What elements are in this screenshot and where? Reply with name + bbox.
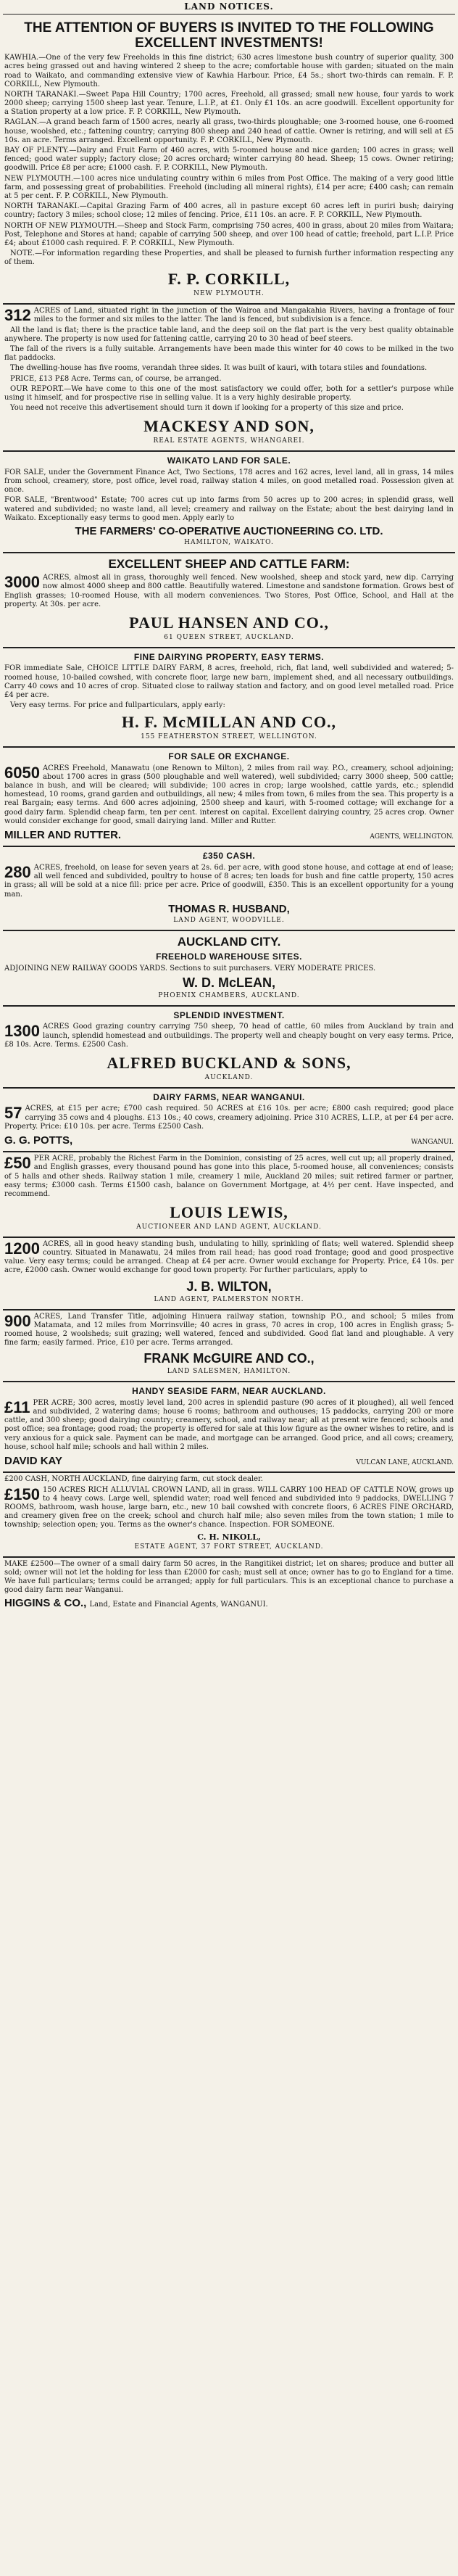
ad-mcguire: [3, 1310, 455, 1383]
corkill-listing: BAY OF PLENTY.—Dairy and Fruit Farm of 460 acres, with 5-roomed house and nice garden; 100 acres in grass; well fenced; good water supply; factory close; 20 acres orchard; winter carrying 80 head. Sheep; 15 cows. Owner retiring; goodwill. Price £8 per acre; £1000 cash. F. P. CORKILL, New Plymouth.: [4, 146, 454, 173]
page-masthead: LAND NOTICES.: [3, 1, 455, 15]
buckland-acreage: 1300: [4, 1022, 40, 1041]
husband-acreage: 280: [4, 862, 31, 881]
ad-buckland: [3, 1007, 455, 1089]
mackesy-paragraph: The dwelling-house has five rooms, verandah three sides. It was built of kauri, with totara stiles and foundations.: [10, 364, 428, 373]
hansen-address: 61 QUEEN STREET, AUCKLAND.: [164, 633, 294, 641]
mackesy-price: PRICE, £13 P£8 Acre. Terms can, of course, be arranged.: [10, 374, 222, 383]
husband-agent-name: THOMAS R. HUSBAND,: [168, 902, 290, 915]
corkill-heading: THE ATTENTION OF BUYERS IS INVITED TO THE FOLLOWING EXCELLENT INVESTMENTS!: [24, 20, 434, 51]
lewis-paragraph: PER ACRE, probably the Richest Farm in the Dominion, consisting of 25 acres, well cut up; all properly drained, and English grasses, every thousand pound has gone into this place, 5-roomed house, all conveniences; consists of 5 halls and other sheds. Railway station 1 mile, creamery 1 mile, Auckland 20 miles; suit retired farmer or partner, easy terms; £3000 cash. Terms £1500 cash, balance on Government Mortgage, at 4½ per cent. Have inspected, and recommend.: [4, 1155, 454, 1198]
ad-higgins: [3, 1558, 455, 1614]
husband-paragraph: ACRES, freehold, on lease for seven years at 2s. 6d. per acre, with good stone house, and cottage at end of lease; all well fenced and subdivided, poultry to house of 8 acres; ten loads for bush and fine cattle property, 150 acres in grass; all will be sold at a nice fill: price per acre. Price of goodwill, £350. This is an excellent opportunity for a young man.: [4, 863, 454, 899]
mackesy-agent-name: MACKESY AND SON,: [143, 417, 315, 436]
higgins-signature: [4, 1597, 454, 1610]
mclean-paragraph: ADJOINING NEW RAILWAY GOODS YARDS. Sections to suit purchasers. VERY MODERATE PRICES.: [4, 964, 376, 973]
hansen-heading: EXCELLENT SHEEP AND CATTLE FARM:: [108, 557, 350, 571]
potts-heading: DAIRY FARMS, NEAR WANGANUI.: [153, 1091, 305, 1102]
potts-address: WANGANUI.: [411, 1138, 454, 1146]
farmers-agent-name: THE FARMERS' CO-OPERATIVE AUCTIONEERING CO. LTD.: [75, 524, 383, 537]
mcmillan-address: 155 FEATHERSTON STREET, WELLINGTON.: [141, 733, 317, 741]
miller-agent-name: MILLER AND RUTTER.: [4, 829, 122, 842]
miller-heading: FOR SALE OR EXCHANGE.: [168, 751, 290, 762]
mclean-address: PHOENIX CHAMBERS, AUCKLAND.: [158, 991, 300, 999]
ad-lewis: [3, 1152, 455, 1238]
potts-agent-name: G. G. POTTS,: [4, 1134, 73, 1147]
ad-mackesy: [3, 305, 455, 452]
potts-acreage: 57: [4, 1104, 22, 1123]
ad-mclean: [3, 931, 455, 1007]
corkill-listing: NORTH OF NEW PLYMOUTH.—Sheep and Stock Farm, comprising 750 acres, 400 in grass, about 20 miles from Waitara; Post, Telephone and Stores at hand; capable of carrying 500 sheep, and over 100 head of cattle; freehold, part L.I.P. Price £4; about £1000 cash required. F. P. CORKILL, New Plymouth.: [4, 221, 454, 247]
buckland-heading: SPLENDID INVESTMENT.: [173, 1010, 285, 1020]
miller-paragraph: ACRES Freehold, Manawatu (one Renown to Milton), 2 miles from rail way. P.O., creamery, school adjoining; about 1700 acres in grass (500 ploughable and well watered), well subdivided; carry 3000 sheep, 500 cattle; balance in bush, and will be cleared; will subdivide; 100 acres in crop; large woolshed, cattle yards, etc.; splendid homestead, 10 rooms, grand garden and outbuildings, all new; 4 miles from town, 6 miles from the sea. This property is a real Bargain; easy terms. And 600 acres adjoining, 2500 sheep and kauri, with 5-roomed cottage; will exchange for a good dairy farm. Splendid cheap farm, ten per cent. interest on capital. Excellent dairying country, 25 acres crop. Owner would consider exchange for good, small dairying land. Miller and Rutter.: [4, 764, 454, 825]
corkill-listing: RAGLAN.—A grand beach farm of 1500 acres, nearly all grass, two-thirds ploughable; one 3-roomed house, one 6-roomed house, woolshed, etc.; fattening country; carrying 800 sheep and 240 head of cattle. Owner is retiring, and will sell at £5 10s. an acre. Terms arranged. Excellent opportunity. F. P. CORKILL, New Plymouth.: [4, 118, 454, 144]
mcmillan-paragraph: FOR immediate Sale, CHOICE LITTLE DAIRY FARM, 8 acres, freehold, rich, flat land, well subdivided and watered; 5-roomed house, 10-bailed cowshed, with concrete floor, large new barn, implement shed, and all necessary outbuildings. Carry 40 cows and 10 acres of crop. Situated close to railway station and factory, and on good level metalled road. Price £4 per acre.: [4, 664, 454, 699]
farmers-listing: FOR SALE, "Brentwood" Estate; 700 acres cut up into farms from 50 acres up to 200 acres; in splendid grass, well watered and subdivided; no waste land, all level; creamery and railway on the Estate; about the best dairying land in Waikato. Exceptionally easy terms to good men. Apply early to: [4, 496, 454, 522]
buckland-address: AUCKLAND.: [204, 1073, 254, 1081]
mcguire-agent-name: FRANK McGUIRE AND CO.,: [143, 1351, 315, 1366]
farmers-address: HAMILTON, WAIKATO.: [184, 539, 274, 547]
wilton-paragraph: ACRES, all in good heavy standing bush, undulating to hilly, sprinkling of flats; well watered. Splendid sheep country. Situated in Manawatu, 24 miles from rail head; has good road frontage; good and good prospective value. Very easy terms; could be arranged. Cheap at £4 per acre. Owner would exchange for Property. Price, £4 10s. per acre, £2000 cash. Owner would exchange for good town property. For further particulars, apply to: [4, 1239, 454, 1275]
ad-hansen: [3, 553, 455, 648]
wilton-acreage: 1200: [4, 1239, 40, 1258]
kay-price: £11: [4, 1398, 30, 1416]
mcguire-address: LAND SALESMEN, HAMILTON.: [167, 1368, 291, 1376]
kay-signature: [4, 1455, 454, 1468]
hansen-paragraph: ACRES, almost all in grass, thoroughly well fenced. New woolshed, sheep and stock yard, new dip. Carrying now almost 4000 sheep and 800 cattle. Beautifully watered. Limestone and sandstone formation. Grows best of English grasses; 10-roomed House, with all modern conveniences. Two Stores, Post Office, School, and Hall at the property. At 30s. per acre.: [4, 574, 454, 608]
corkill-note: NOTE.—For information regarding these Properties, and shall be pleased to furnish further information respecting any of them.: [4, 249, 454, 267]
corkill-listing: KAWHIA.—One of the very few Freeholds in this fine district; 630 acres limestone bush country of superior quality, 300 acres being grassed out and having wintered 2 sheep to the acre; comfortable house with garden; situated on the main road to Waikato, and commanding extensive view of Kawhia Harbour. Price, £4 5s.; short two-thirds can remain. F. P. CORKILL, New Plymouth.: [4, 54, 454, 88]
farmers-heading: WAIKATO LAND FOR SALE.: [167, 455, 291, 466]
kay-heading: HANDY SEASIDE FARM, NEAR AUCKLAND.: [132, 1386, 326, 1397]
ad-nikoll: [3, 1473, 455, 1558]
corkill-address: NEW PLYMOUTH.: [193, 290, 265, 298]
ad-potts: [3, 1089, 455, 1152]
ad-corkill: [3, 17, 455, 305]
ad-wilton: [3, 1238, 455, 1310]
nikoll-agent-name: C. H. NIKOLL,: [197, 1532, 261, 1543]
mackesy-address: REAL ESTATE AGENTS, WHANGAREI.: [153, 437, 305, 445]
mackesy-paragraph: ACRES of Land, situated right in the junction of the Wairoa and Mangakahia Rivers, having a frontage of four miles to the former and six miles to the latter. The land is fenced, but subdivision is a fence.: [33, 307, 454, 324]
mcguire-acreage: 900: [4, 1311, 31, 1330]
wilton-agent-name: J. B. WILTON,: [186, 1279, 272, 1294]
husband-address: LAND AGENT, WOODVILLE.: [173, 916, 285, 924]
kay-paragraph: PER ACRE; 300 acres, mostly level land, 200 acres in splendid pasture (90 acres of it ploughed), all well fenced and subdivided, 2 watering dams; house 6 rooms; bathroom and outhouses; 15 paddocks, carrying 200 or more cattle, and 300 sheep; good dairying country; creamery, school, and railway near; all at present wire fenced; schools and post office; sea frontage; good road; the property is offered for sale at this low figure as the owner wishes to retire, and is very anxious for a quick sale. Payment can be made, and mortgage can be arranged. Good price, and all cows; creamery, house, school half mile; schools and hall within 2 miles.: [4, 1398, 454, 1451]
nikoll-address: ESTATE AGENT, 37 FORT STREET, AUCKLAND.: [134, 1543, 324, 1551]
lewis-agent-name: LOUIS LEWIS,: [170, 1203, 288, 1222]
potts-paragraph: ACRES, at £15 per acre; £700 cash required. 50 ACRES at £16 10s. per acre; £800 cash required; good place carrying 35 cows and 4 ploughs. £13 10s.; 40 cows, creamery adjoining. Price 310 ACRES, L.I.P., at per £4 per acre. Property. Price: £10 10s. per acre. Terms £2500 Cash.: [4, 1105, 454, 1131]
ad-miller-rutter: [3, 748, 455, 847]
corkill-listing: NORTH TARANAKI.—Capital Grazing Farm of 400 acres, all in pasture except 60 acres left in puriri bush; dairying country; factory 3 miles; school close; 12 miles of fencing. Price, £11 10s. an acre. F. P. CORKILL, New Plymouth.: [4, 202, 454, 220]
corkill-agent-name: F. P. CORKILL,: [167, 270, 291, 289]
ad-kay: [3, 1382, 455, 1473]
lewis-price: £50: [4, 1154, 31, 1173]
hansen-agent-name: PAUL HANSEN AND CO.,: [129, 613, 329, 632]
nikoll-price: £150: [4, 1485, 40, 1503]
buckland-agent-name: ALFRED BUCKLAND & SONS,: [107, 1053, 351, 1072]
higgins-paragraph: MAKE £2500—The owner of a small dairy farm 50 acres, in the Rangitikei district; let on shares; produce and butter all sold; owner will not let the holding for less than £2000 for cash; must sell at once; owner has to go to England for a time. We have full particulars; terms could be arranged; apply for full particulars. This is an exceptional chance to purchase a good dairy farm near Wanganui.: [4, 1559, 454, 1595]
miller-signature: [4, 829, 454, 842]
miller-address: AGENTS, WELLINGTON.: [370, 833, 454, 841]
higgins-agent-name: HIGGINS & CO.,: [4, 1596, 87, 1609]
nikoll-paragraph: 150 ACRES RICH ALLUVIAL CROWN LAND, all in grass. WILL CARRY 100 HEAD OF CATTLE NOW, grows up to 4 heavy cows. Large well, splendid water; road well fenced and subdivided into 9 paddocks, DWELLING 7 ROOMS, bathroom, wash house, large barn, etc., new 10 bail cowshed with concrete floors, 6 ACRES FINE ORCHARD, and creamery given free on the creek; school and church half mile; also seven miles from the town station; 1 mile to township; selection open; you. Terms as the owner's chance. Inspection. FOR SOMEONE.: [4, 1485, 454, 1530]
mclean-agent-name: W. D. McLEAN,: [182, 975, 275, 990]
ad-farmers-coop: [3, 452, 455, 553]
mackesy-paragraph: The fall of the rivers is a fully suitable. Arrangements have been made this winter for 40 cows to be milked in the two flat paddocks.: [4, 345, 454, 363]
mackesy-paragraph: All the land is flat; there is the practice table land, and the deep soil on the flat part is the very best quality obtainable anywhere. The property is now used for fattening cattle, carrying 20 to 30 head of beef steers.: [4, 326, 454, 343]
mcguire-paragraph: ACRES, Land Transfer Title, adjoining Hinuera railway station, township P.O., and school; 5 miles from Matamata, and 12 miles from Morrinsville; 40 acres in grass, 70 acres in crop, 100 acres in English grass; 5-roomed house, 2 woolsheds; suit grazing; well watered, fenced and subdivided. Good flat land and ploughable. A very fine farm; easily farmed. Price, £10 per acre. Terms arranged.: [4, 1312, 454, 1347]
farmers-listing: FOR SALE, under the Government Finance Act, Two Sections, 178 acres and 162 acres, level land, all in grass, 14 miles from school, creamery, store, post office, level road, railway station 4 miles, on good metalled road. Possession given at once.: [4, 468, 454, 495]
miller-acreage: 6050: [4, 763, 40, 782]
nikoll-heading: £200 CASH, NORTH AUCKLAND, fine dairying farm, cut stock dealer.: [4, 1475, 263, 1484]
kay-address: VULCAN LANE, AUCKLAND.: [356, 1459, 454, 1467]
mackesy-acreage: 312: [4, 306, 31, 325]
buckland-paragraph: ACRES Good grazing country carrying 750 sheep, 70 head of cattle, 60 miles from Auckland by train and launch, splendid homestead and outbuildings. The property well and cheaply bought on very easy terms. Price, £8 10s. Acre. Terms. £2500 Cash.: [4, 1023, 454, 1049]
ad-mcmillan: [3, 648, 455, 748]
mcmillan-terms: Very easy terms. For price and fullparticulars, apply early:: [10, 701, 225, 710]
wilton-address: LAND AGENT, PALMERSTON NORTH.: [154, 1295, 304, 1303]
corkill-listing: NEW PLYMOUTH.—100 acres nice undulating country within 6 miles from Post Office. The making of a very good little farm, and possessing great of probabilities. Freehold (including all mineral rights), £14 per acre; £400 cash; can remain at 5 per cent. F. P. CORKILL, New Plymouth.: [4, 174, 454, 200]
husband-heading: £350 CASH.: [202, 851, 256, 862]
ad-husband: [3, 847, 455, 931]
hansen-acreage: 3000: [4, 573, 40, 592]
mackesy-report: OUR REPORT.—We have come to this one of the most satisfactory we could offer, both for a settler's purpose while using it himself, and for prospective rise in selling value. It is a very highly desirable property.: [4, 384, 454, 402]
mcmillan-heading: FINE DAIRYING PROPERTY, EASY TERMS.: [133, 651, 325, 662]
mackesy-paragraph: You need not receive this advertisement should turn it down if looking for a property of this size and price.: [10, 404, 404, 413]
lewis-address: AUCTIONEER AND LAND AGENT, AUCKLAND.: [136, 1223, 322, 1231]
potts-signature: [4, 1134, 454, 1147]
kay-agent-name: DAVID KAY: [4, 1455, 63, 1468]
mclean-heading: AUCKLAND CITY.: [177, 934, 281, 949]
higgins-address: Land, Estate and Financial Agents, WANGANUI.: [89, 1600, 268, 1609]
mclean-subheading: FREEHOLD WAREHOUSE SITES.: [156, 951, 302, 962]
mcmillan-agent-name: H. F. McMILLAN AND CO.,: [122, 713, 336, 732]
corkill-listing: NORTH TARANAKI.—Sweet Papa Hill Country; 1700 acres, Freehold, all grassed; small new house, four yards to work 2000 sheep; carrying 1500 sheep last year. Tenure, L.I.P., at £1. Only £1 10s. an acre goodwill. Excellent opportunity for a Station property at a low price. F. P. CORKILL, New Plymouth.: [4, 90, 454, 117]
